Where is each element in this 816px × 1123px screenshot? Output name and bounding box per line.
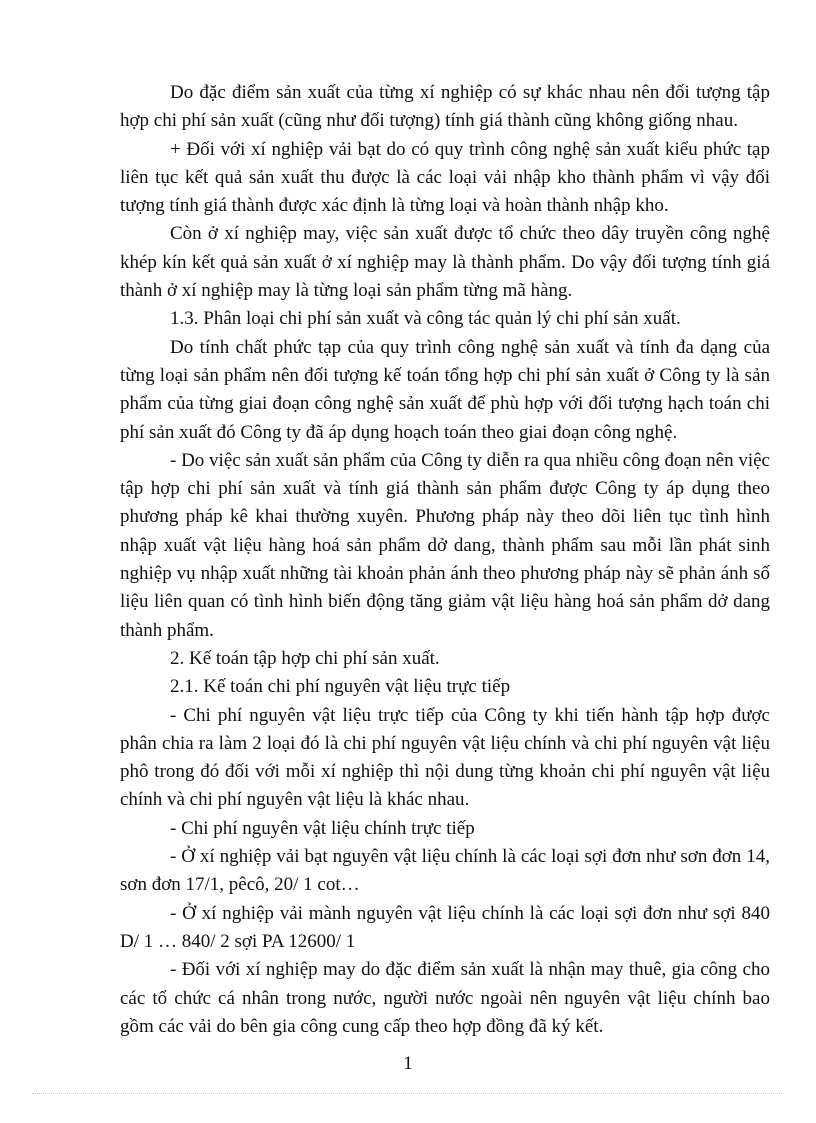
list-item: - Ở xí nghiệp vải bạt nguyên vật liệu chính là các loại sợi đơn như sơn đơn 14, sơn đơn 17/1, pêcô, 20/ 1 cot…	[120, 846, 770, 896]
section-heading: 2. Kế toán tập hợp chi phí sản xuất.	[170, 647, 440, 669]
list-item: - Đối với xí nghiệp may do đặc điểm sản xuất là nhận may thuê, gia công cho các tổ chức cá nhân trong nước, người nước ngoài nên nguyên vật liệu chính bao gồm các vải do bên gia công cung cấp theo hợp đồng đã ký kết.	[120, 959, 770, 1037]
paragraph: + Đối với xí nghiệp vải bạt do có quy trình công nghệ sản xuất kiểu phức tạp liên tục kết quả sản xuất thu được là các loại vải nhập kho thành phẩm vì vậy đối tượng tính giá thành được xác định là từng loại và hoàn thành nhập kho.	[120, 138, 770, 217]
document-body	[120, 79, 770, 1041]
list-item: - Chi phí nguyên vật liệu chính trực tiếp	[170, 817, 475, 839]
paragraph: - Do việc sản xuất sản phẩm của Công ty diễn ra qua nhiều công đoạn nên việc tập hợp chi phí sản xuất và tính giá thành sản phẩm được Công ty áp dụng theo phương pháp kê khai thường xuyên. Phương pháp này theo dõi liên tục tình hình nhập xuất vật liệu hàng hoá sản phẩm dở dang, thành phẩm sau mỗi lần phát sinh nghiệp vụ nhập xuất những tài khoản phản ánh theo phương pháp này sẽ phản ánh số liệu liên quan có tình hình biến động tăng giảm vật liệu hàng hoá sản phẩm dở dang thành phẩm.	[120, 449, 770, 641]
paragraph: Còn ở xí nghiệp may, việc sản xuất được tổ chức theo dây truyền công nghệ khép kín kết quả sản xuất ở xí nghiệp may là thành phẩm. Do vậy đối tượng tính giá thành ở xí nghiệp may là từng loại sản phẩm từng mã hàng.	[120, 223, 770, 302]
paragraph: Do đặc điểm sản xuất của từng xí nghiệp có sự khác nhau nên đối tượng tập hợp chi phí sản xuất (cũng như đối tượng) tính giá thành cũng không giống nhau.	[120, 82, 770, 132]
section-heading: 1.3. Phân loại chi phí sản xuất và công tác quản lý chi phí sản xuất.	[170, 308, 681, 330]
footer-divider	[32, 1093, 784, 1094]
subsection-heading: 2.1. Kế toán chi phí nguyên vật liệu trực tiếp	[170, 676, 511, 698]
list-item: - Ở xí nghiệp vải mành nguyên vật liệu chính là các loại sợi đơn như sợi 840 D/ 1 … 840/ 2 sợi PA 12600/ 1	[120, 902, 770, 952]
paragraph: Do tính chất phức tạp của quy trình công nghệ sản xuất và tính đa dạng của từng loại sản phẩm nên đối tượng kế toán tổng hợp chi phí sản xuất ở Công ty là sản phẩm của từng giai đoạn công nghệ sản xuất để phù hợp với đối tượng hạch toán chi phí sản xuất đó Công ty đã áp dụng hoạch toán theo giai đoạn công nghệ.	[120, 336, 770, 443]
page-number: 1	[403, 1053, 413, 1074]
paragraph: - Chi phí nguyên vật liệu trực tiếp của Công ty khi tiến hành tập hợp được phân chia ra làm 2 loại đó là chi phí nguyên vật liệu chính và chi phí nguyên vật liệu phô trong đó đối với mỗi xí nghiệp thì nội dung từng khoản chi phí nguyên vật liệu chính và chi phí nguyên vật liệu là khác nhau.	[120, 704, 770, 811]
